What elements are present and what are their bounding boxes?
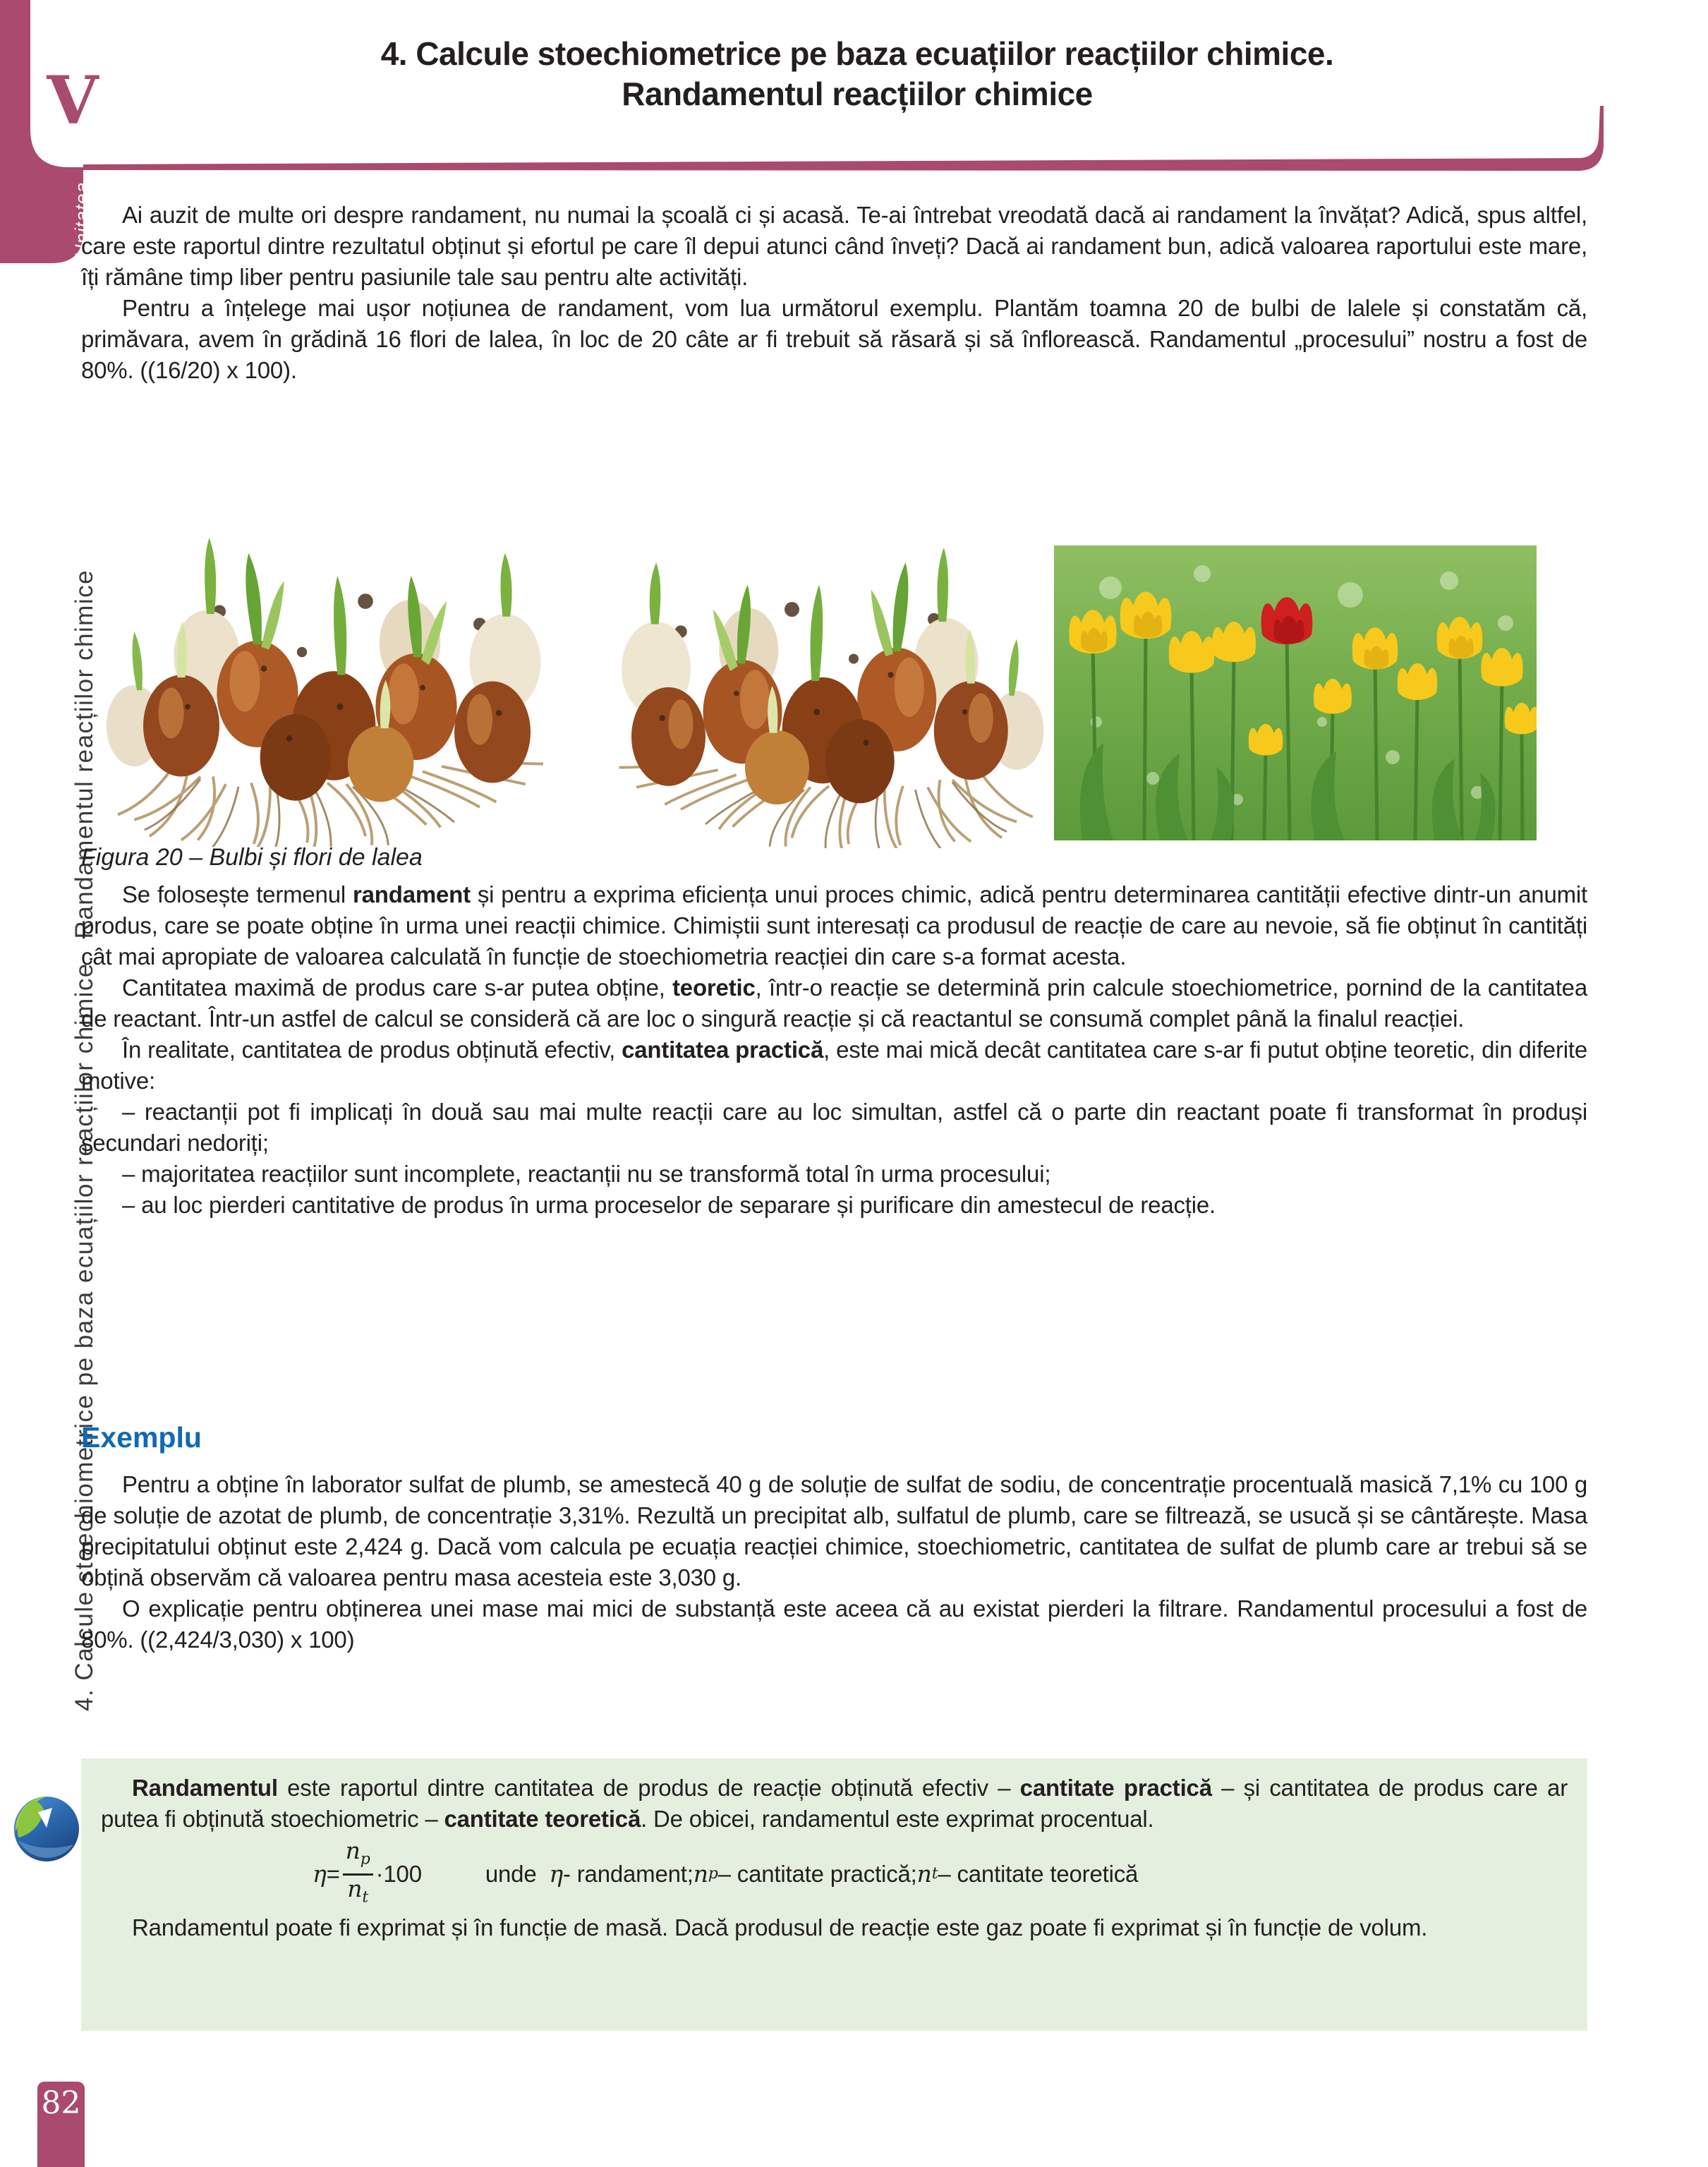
tulip-bulbs-image-2 — [557, 545, 1051, 848]
paragraph — [81, 972, 1587, 1034]
nt-symbol: n — [347, 1874, 363, 1902]
legend-eta: η — [549, 1860, 563, 1888]
legend-text: – cantitate practică; — [717, 1861, 917, 1888]
definition-paragraph: Randamentul poate fi exprimat și în funcție de masă. Dacă produsul de reacție este gaz poate fi exprimat și în funcție de volum. — [132, 1914, 1428, 1941]
fraction-numerator — [343, 1839, 373, 1876]
legend-text: - randament; — [563, 1861, 694, 1888]
tulip-bulbs-image-1 — [99, 535, 607, 847]
legend-text: – cantitate teoretică — [938, 1861, 1139, 1888]
paragraph — [81, 879, 1587, 972]
definition-paragraph — [101, 1773, 1568, 1835]
text-run: În realitate, cantitatea de produs obținută efectiv, — [122, 1037, 622, 1063]
times-100: ·100 — [375, 1861, 422, 1888]
chapter-vertical-text: 4. Calcule stoechiometrice pe baza ecuațiilor reacțiilor chimice. Randamentul reacțiilor chimice — [71, 569, 98, 1711]
text-run: este raportul dintre cantitatea de produs de reacție obținută efectiv – — [277, 1775, 1020, 1801]
legend-nt-sub: t — [931, 1865, 938, 1883]
page-title-line1: 4. Calcule stoechiometrice pe baza ecuațiilor reacțiilor chimice. — [380, 35, 1334, 72]
bullet-item: – majoritatea reacțiilor sunt incomplete, reactanții nu se transformă total în urma procesului; — [122, 1161, 1051, 1187]
bullet-item: – au loc pierderi cantitative de produs în urma proceselor de separare și purificare din amestecul de reacție. — [122, 1192, 1216, 1218]
title-underline-swoosh — [0, 0, 1708, 212]
fraction — [343, 1839, 373, 1909]
text-run: , este mai mică decât cantitatea care s-ar fi putut obține teoretic, din diferite motive: — [81, 1037, 1587, 1094]
tulip-field-image — [1054, 545, 1537, 840]
definition-sphere-icon — [11, 1794, 82, 1864]
bold-term: cantitatea practică — [622, 1037, 824, 1063]
text-run: – și cantitatea de produs care ar putea fi obținută stoechiometric – — [101, 1775, 1568, 1832]
text-run: Se folosește termenul — [122, 881, 353, 907]
definition-box — [81, 1758, 1587, 2031]
text-run: , într-o reacție se determină prin calcule stoechiometrice, pornind de la cantitatea de reactant. Într-un astfel de calcul se consideră că are loc o singură reacție și că reactantul se consumă complet până la finalul reacției. — [81, 974, 1587, 1032]
text-run: și pentru a exprima eficiența unui proces chimic, adică pentru determinarea cantității efective dintr-un anumit produs, care se poate obține în urma unei reacții chimice. Chimiștii sunt interesați ca produsul de reacție de care au nevoie, să fie obținut în cantități cât mai apropiate de valoarea calculată în funcție de stoechiometria reacției din care s-a format acesta. — [81, 881, 1587, 970]
bold-term: teoretic — [672, 974, 756, 1001]
fraction-denominator — [344, 1876, 371, 1910]
legend-np-sub: p — [708, 1865, 718, 1883]
np-subscript: p — [360, 1850, 370, 1869]
page-title-line2: Randamentul reacțiilor chimice — [622, 76, 1093, 112]
legend-nt: n — [916, 1860, 932, 1888]
page-number: 82 — [41, 2085, 81, 2121]
unit-number-letter: V — [47, 62, 99, 140]
figure-caption: Figura 20 – Bulbi și flori de lalea — [81, 844, 423, 871]
np-symbol: n — [345, 1837, 361, 1864]
nt-subscript: t — [362, 1888, 368, 1907]
example-text — [81, 1469, 1587, 1655]
page-number-badge — [37, 2082, 85, 2167]
intro-text — [81, 200, 1587, 386]
eta-symbol: η — [313, 1860, 327, 1888]
body-text — [81, 879, 1587, 1221]
where-label: unde — [485, 1861, 537, 1888]
equals-sign: = — [326, 1861, 340, 1888]
unit-label-vertical: Unitatea — [71, 181, 92, 258]
paragraph — [81, 1034, 1587, 1097]
yield-formula — [313, 1839, 1568, 1909]
text-run: Cantitatea maximă de produs care s-ar putea obține, — [122, 974, 673, 1001]
bold-term: cantitate teoretică — [444, 1806, 641, 1832]
paragraph: Pentru a înțelege mai ușor noțiunea de randament, vom lua următorul exemplu. Plantăm toamna 20 de bulbi de lalele și constatăm că, primăvara, avem în grădină 16 flori de lalea, în loc de 20 câte ar fi trebuit să răsară și să înflorească. Randamentul „procesului” nostru a fost de 80%. ((16/20) x 100). — [81, 295, 1587, 383]
bold-term: cantitate practică — [1019, 1775, 1212, 1801]
bullet-item: – reactanții pot fi implicați în două sau mai multe reacții care au loc simultan, astfel că o parte din reactant poate fi transformat în produși secundari nedoriți; — [81, 1099, 1587, 1156]
paragraph: Pentru a obține în laborator sulfat de plumb, se amestecă 40 g de soluție de sulfat de sodiu, de concentrație procentuală masică 7,1% cu 100 g de soluție de azotat de plumb, de concentrație 3,31%. Rezultă un precipitat alb, sulfatul de plumb, care se filtrează, se usucă și se cântărește. Masa precipitatului obținut este 2,424 g. Dacă vom calcula pe ecuația reacției chimice, stoechiometric, cantitatea de sulfat de plumb care ar trebui să se obțină observăm că valoarea pentru masa acesteia este 3,030 g. — [81, 1471, 1587, 1590]
bold-term: Randamentul — [132, 1775, 278, 1801]
legend-np: n — [693, 1860, 708, 1888]
paragraph: O explicație pentru obținerea unei mase mai mici de substanță este aceea că au existat pierderi la filtrare. Randamentul procesului a fost de 80%. ((2,424/3,030) x 100) — [81, 1595, 1587, 1653]
example-heading: Exemplu — [81, 1421, 202, 1454]
paragraph: Ai auzit de multe ori despre randament, nu numai la școală ci și acasă. Te-ai întrebat vreodată dacă ai randament la învățat? Adică, spus altfel, care este raportul dintre rezultatul obținut și efortul pe care îl depui atunci când înveți? Dacă ai randament bun, adică valoarea raportului este mare, îți rămâne timp liber pentru pasiunile tale sau pentru alte activități. — [81, 202, 1587, 290]
bold-term: randament — [352, 881, 471, 907]
text-run: . De obicei, randamentul este exprimat procentual. — [641, 1806, 1154, 1832]
